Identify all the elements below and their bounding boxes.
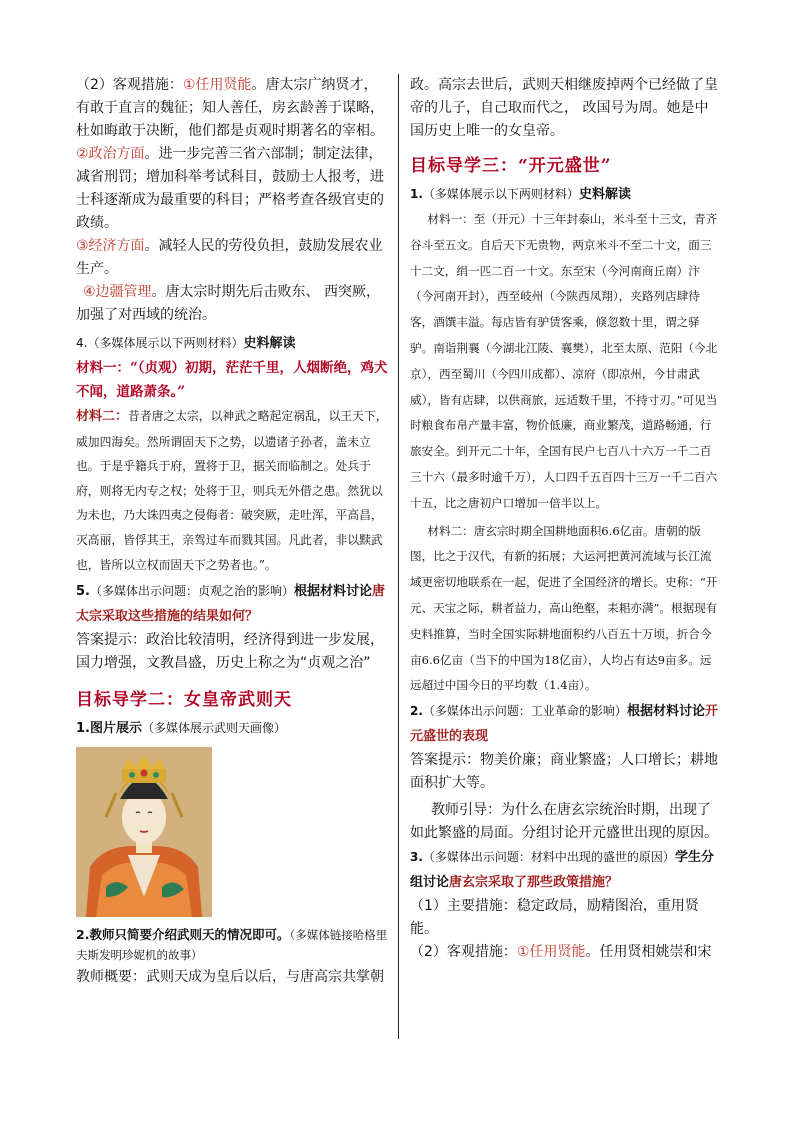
r3-objective-highlight: ①任用贤能	[516, 944, 586, 961]
r3-caption: （多媒体出示问题：材料中出现的盛世的原因）	[422, 850, 675, 865]
q5-answer: 答案提示：政治比较清明，经济得到进一步发展，国力增强，文教昌盛，历史上称之为“贞观之治”	[76, 632, 384, 672]
r1-number: 1.	[410, 187, 423, 201]
economy-paragraph	[76, 235, 388, 281]
r3-heading	[410, 845, 722, 895]
economy-highlight: ③经济方面	[76, 238, 145, 254]
r1-caption: （多媒体展示以下两则材料）	[422, 187, 579, 201]
q5-bold: 根据材料讨论	[294, 584, 373, 600]
measures-highlight: ①任用贤能	[182, 77, 252, 93]
r2-highlight: 开元盛世的表现	[410, 704, 718, 745]
material-two-label: 材料二：	[76, 409, 129, 424]
measures-prefix: （2）客观措施：	[76, 77, 183, 93]
intro-heading	[76, 925, 388, 965]
teacher-guide: 教师引导：为什么在唐玄宗统治时期，出现了如此繁盛的局面。分组讨论开元盛世出现的原因。	[410, 802, 718, 842]
picture-heading	[76, 716, 388, 741]
r3-main-measures: （1）主要措施：稳定政局，励精图治，重用贤能。	[410, 898, 699, 938]
picture-bold: 1.图片展示	[76, 721, 142, 737]
goal-two-heading: 目标导学二：女皇帝武则天	[76, 690, 292, 711]
economy-text: 。减轻人民的劳役负担，鼓励发展农业生产。	[76, 238, 383, 277]
r2-heading	[410, 699, 722, 749]
politics-highlight: ②政治方面	[76, 146, 145, 162]
goal-three-heading: 目标导学三：“开元盛世”	[410, 156, 612, 176]
material-one: 材料一：“（贞观）初期，茫茫千里，人烟断绝，鸡犬不闻，道路萧条。”	[76, 360, 388, 400]
r2-number: 2.	[410, 704, 423, 719]
intro-caption: （多媒体链接哈格里夫斯发明珍妮机的故事）	[76, 928, 388, 963]
right-column	[410, 74, 722, 964]
q4-bold: 史料解读	[243, 336, 296, 351]
r2-answer: 答案提示：物美价廉；商业繁盛；人口增长；耕地面积扩大等。	[410, 752, 718, 792]
r3-highlight: 唐玄宗采取了那些政策措施？	[449, 875, 619, 891]
border-text: 。唐太宗时期先后击败东、 西突厥，加强了对西域的统治。	[76, 284, 381, 323]
material-two	[76, 404, 388, 577]
r3-objective-prefix: （2）客观措施：	[410, 944, 517, 961]
q5-highlight: 唐太宗采取这些措施的结果如何？	[76, 584, 386, 625]
measures-paragraph	[76, 74, 388, 143]
q4-caption: （多媒体展示以下两则材料）	[87, 336, 244, 350]
q4-heading	[76, 331, 388, 356]
material-two-text: 昔者唐之太宗，以神武之略起定祸乱，以王天下，威加四海矣。然所谓固天下之势，以遗诸子孙者，盖未立也。于是乎籍兵于府，置将于卫，据关而临制之。处兵于府，则将无内专之权；处将于卫，则兵无外借之患。然犹以为未也，乃大诛四夷之侵侮者：破突厥，走吐浑，平高昌，灭高丽，皆俘其王，亲驾过车而戮其国。凡此者，非以黩武也，皆所以立权而固天下之势者也。”。	[76, 409, 388, 572]
q5-caption: （多媒体出示问题：贞观之治的影响）	[89, 584, 294, 599]
column-divider	[398, 74, 399, 1039]
r3-number: 3.	[410, 850, 423, 865]
border-highlight: ④边疆管理	[83, 284, 152, 300]
r2-bold: 根据材料讨论	[626, 704, 705, 720]
r1-bold: 史料解读	[578, 187, 631, 202]
teacher-summary: 教师概要：武则天成为皇后以后，与唐高宗共掌朝	[76, 969, 384, 986]
measures-text: 。唐太宗广纳贤才，有敢于直言的魏征；知人善任，房玄龄善于谋略，杜如晦敢于决断，他们都是贞观时期著名的宰相。	[76, 77, 384, 139]
r3-objective-measures	[410, 941, 722, 964]
q5-number: 5.	[76, 584, 90, 600]
kaiyuan-material-two: 材料二：唐玄宗时期全国耕地面积6.6亿亩。唐朝的版图，比之于汉代，有新的拓展；大运河把黄河流域与长江流域更密切地联系在一起，促进了全国经济的增长。史称：“开元、天宝之际，耕者益力，高山绝壑，耒耜亦满”。根据现有史料推算，当时全国实际耕地面积约八百五十万顷，折合今亩6.6亿亩（当下的中国为18亿亩），人均占有达9亩多。远远超过中国今日的平均数（1.4亩）。	[410, 523, 718, 693]
politics-paragraph	[76, 143, 388, 235]
left-column	[76, 74, 388, 989]
r3-bold: 学生分组讨论	[410, 850, 714, 891]
picture-caption: （多媒体展示武则天画像）	[141, 721, 286, 736]
wu-continuation: 政。高宗去世后，武则天相继废掉两个已经做了皇帝的儿子，自己取而代之， 改国号为周。她是中国历史上唯一的女皇帝。	[410, 77, 718, 139]
r2-caption: （多媒体出示问题：工业革命的影响）	[422, 704, 627, 719]
intro-bold: 2.教师只简要介绍武则天的情况即可。	[76, 927, 290, 943]
q5-heading	[76, 579, 388, 629]
wu-zetian-portrait	[76, 747, 212, 917]
r1-heading	[410, 182, 722, 207]
r3-objective-text: 。任用贤相姚崇和宋	[585, 944, 712, 961]
border-paragraph	[76, 281, 388, 327]
q4-number: 4.	[76, 336, 88, 350]
kaiyuan-material-one: 材料一：至（开元）十三年封泰山，米斗至十三文，青齐谷斗至五文。自后天下无贵物，两京米斗不至二十文，面三十二文，绢一匹二百一十文。东至宋（今河南商丘南）汴（今河南开封），西至岐州（今陕西凤翔），夹路列店肆待客，酒馔丰溢。每店皆有驴赁客乘，倏忽数十里，谓之驿驴。南诣荆襄（今湖北江陵、襄樊），北至太原、范阳（今北京），西至蜀川（今四川成都）、凉府（即凉州，今甘肃武威），皆有店肆，以供商旅，远适数千里，不持寸刃。”可见当时粮食布帛产量丰富，物价低廉，商业繁茂，道路畅通，行旅安全。到开元二十年，全国有民户七百八十六万一千二百三十六（最多时逾千万），人口四千五百四十三万一千二百六十五，比之唐初户口增加一倍半以上。	[410, 212, 718, 510]
politics-text: 。进一步完善三省六部制；制定法律，减省刑罚；增加科举考试科目，鼓励士人报考，进士科逐渐成为最重要的科目；严格考查各级官吏的政绩。	[76, 146, 384, 231]
